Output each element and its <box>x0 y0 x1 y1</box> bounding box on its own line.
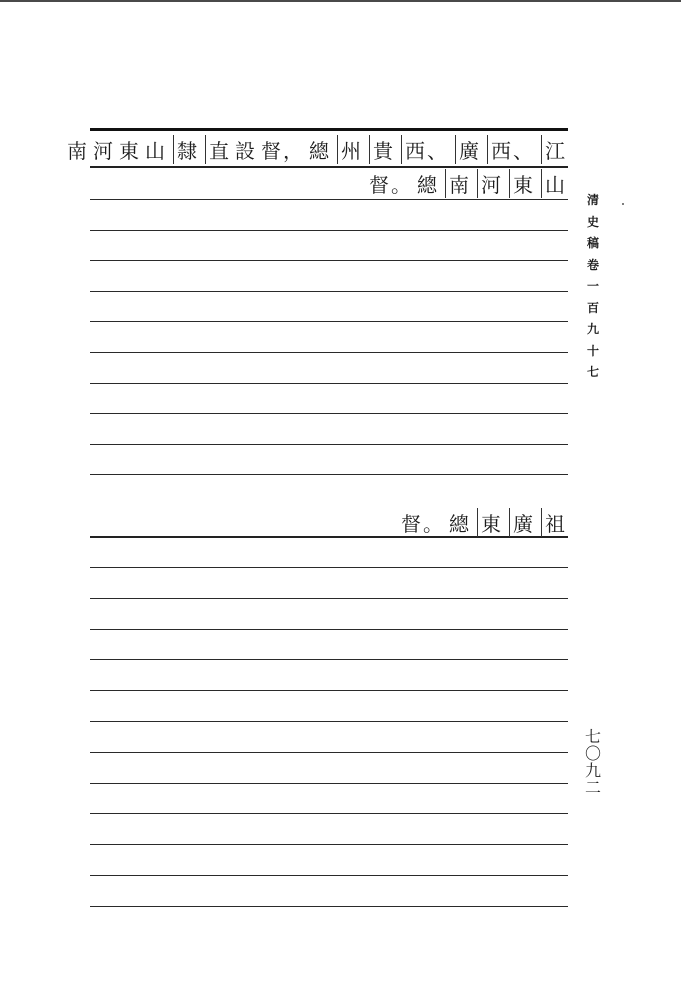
scan-speck <box>622 203 624 205</box>
table-cell-text: 督。 <box>369 172 413 197</box>
table-rule <box>90 128 568 131</box>
table-rule <box>90 321 568 322</box>
table-rule <box>90 352 568 353</box>
table-rule <box>90 291 568 292</box>
table-rule <box>90 383 568 384</box>
table-cell-text: 東 <box>509 169 537 198</box>
table-cell-text: 河 <box>93 138 115 163</box>
table-cell-text: 西、 <box>401 135 451 164</box>
table-cell-text: 南 <box>445 169 473 198</box>
table-rule <box>90 659 568 660</box>
table-header-row <box>65 134 569 164</box>
table-cell-text: 廣 <box>509 508 537 537</box>
table-cell-text: 總 <box>417 172 439 197</box>
table-rule <box>90 875 568 876</box>
table-rule <box>90 413 568 414</box>
table-rule <box>90 260 568 261</box>
table-cell-text: 東 <box>119 138 141 163</box>
table-rule <box>90 906 568 907</box>
table-cell-text: 隸 <box>173 135 201 164</box>
table-cell-text: 貴 <box>369 135 397 164</box>
table-rule <box>90 444 568 445</box>
table-rule <box>90 199 568 200</box>
table-cell-text: 直 <box>205 135 233 164</box>
table-rule <box>90 813 568 814</box>
table-rule <box>90 230 568 231</box>
table-cell-text: 西、 <box>487 135 537 164</box>
table-cell-text: 南 <box>67 138 89 163</box>
entry-row-guangdong <box>399 507 569 537</box>
table-cell-text: 山 <box>541 169 569 198</box>
table-cell-text: 東 <box>477 508 505 537</box>
table-rule <box>90 844 568 845</box>
table-rule <box>90 474 568 475</box>
page-top-edge <box>0 0 681 2</box>
table-cell-text: 山 <box>145 138 167 163</box>
table-cell-text: 督， <box>261 138 305 163</box>
table-rule <box>90 567 568 568</box>
table-rule <box>90 783 568 784</box>
page-number: 七〇九二 <box>584 727 601 797</box>
table-cell-text: 祖 <box>541 508 569 537</box>
table-cell-text: 總 <box>449 511 471 536</box>
table-cell-text: 州 <box>337 135 365 164</box>
table-rule <box>90 598 568 599</box>
table-rule <box>90 690 568 691</box>
table-cell-text: 督。 <box>401 511 445 536</box>
table-cell-text: 江 <box>541 135 569 164</box>
table-rule <box>90 629 568 630</box>
table-rule <box>90 721 568 722</box>
table-rule <box>90 752 568 753</box>
table-cell-text: 設 <box>235 138 257 163</box>
table-cell-text: 廣 <box>455 135 483 164</box>
table-cell-text: 河 <box>477 169 505 198</box>
table-cell-text: 總 <box>309 138 331 163</box>
book-title-margin: 清史稿卷一百九十七 <box>586 193 599 379</box>
entry-row-shandong-henan <box>367 168 569 198</box>
